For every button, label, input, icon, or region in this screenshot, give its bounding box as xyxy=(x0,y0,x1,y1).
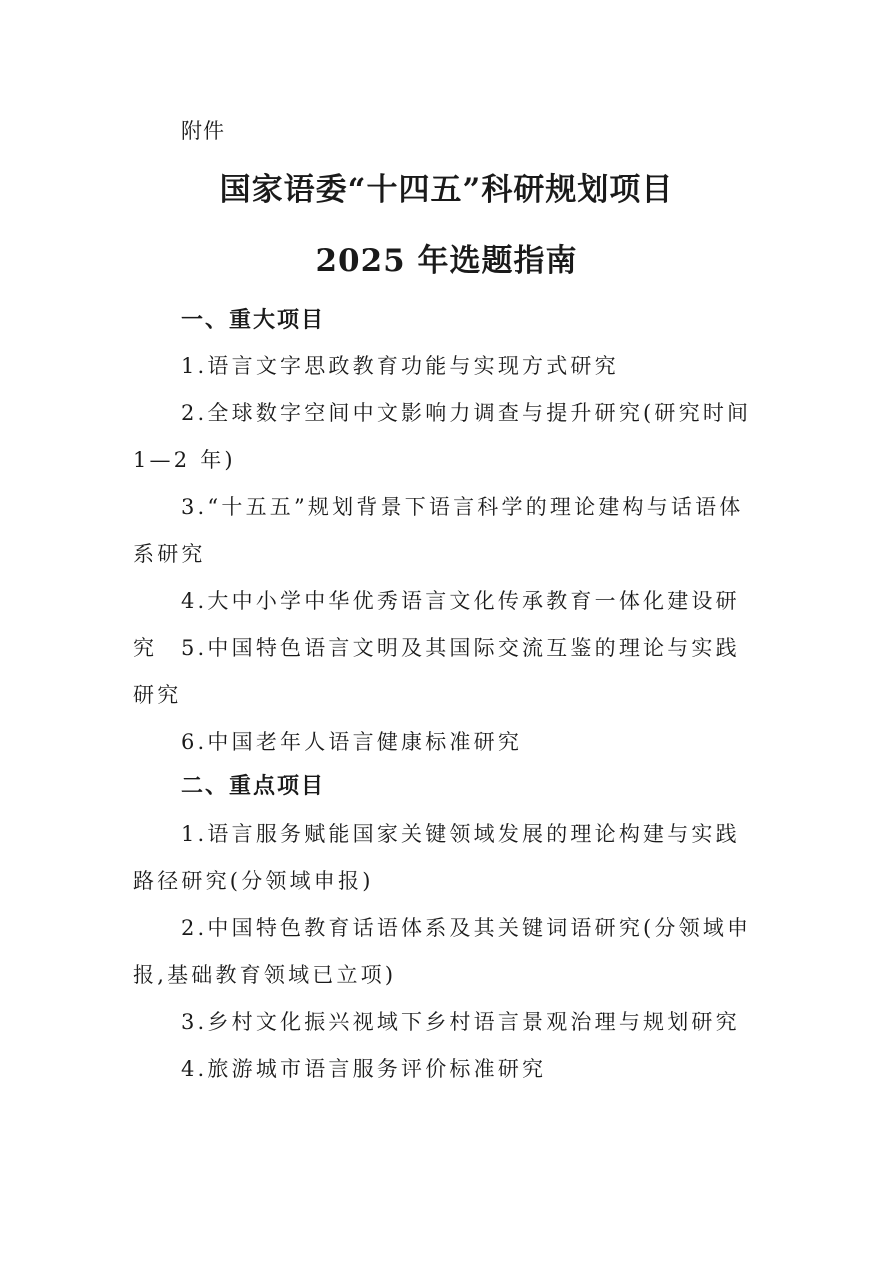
attachment-label: 附件 xyxy=(181,119,225,143)
section-heading-key: 二、重点项目 xyxy=(181,774,326,799)
list-item: 1.语言服务赋能国家关键领域发展的理论构建与实践路径研究(分领域申报) xyxy=(133,822,740,893)
list-item: 6.中国老年人语言健康标准研究 xyxy=(181,730,523,754)
list-item: 4.旅游城市语言服务评价标准研究 xyxy=(181,1057,547,1081)
list-item: 2.中国特色教育话语体系及其关键词语研究(分领域申报,基础教育领域已立项) xyxy=(133,916,752,987)
list-item: 3.“十五五”规划背景下语言科学的理论建构与话语体系研究 xyxy=(133,495,744,566)
list-item: 1.语言文字思政教育功能与实现方式研究 xyxy=(181,354,619,378)
document-subtitle: 2025 年选题指南 xyxy=(315,243,578,279)
list-item: 4.大中小学中华优秀语言文化传承教育一体化建设研究 xyxy=(133,589,740,660)
document-title: 国家语委“十四五”科研规划项目 xyxy=(219,172,674,208)
list-item: 5.中国特色语言文明及其国际交流互鉴的理论与实践研究 xyxy=(133,636,740,707)
list-item: 3.乡村文化振兴视域下乡村语言景观治理与规划研究 xyxy=(181,1010,740,1034)
section-heading-major: 一、重大项目 xyxy=(181,308,326,333)
list-item: 2.全球数字空间中文影响力调查与提升研究(研究时间 1—2 年) xyxy=(133,401,752,472)
